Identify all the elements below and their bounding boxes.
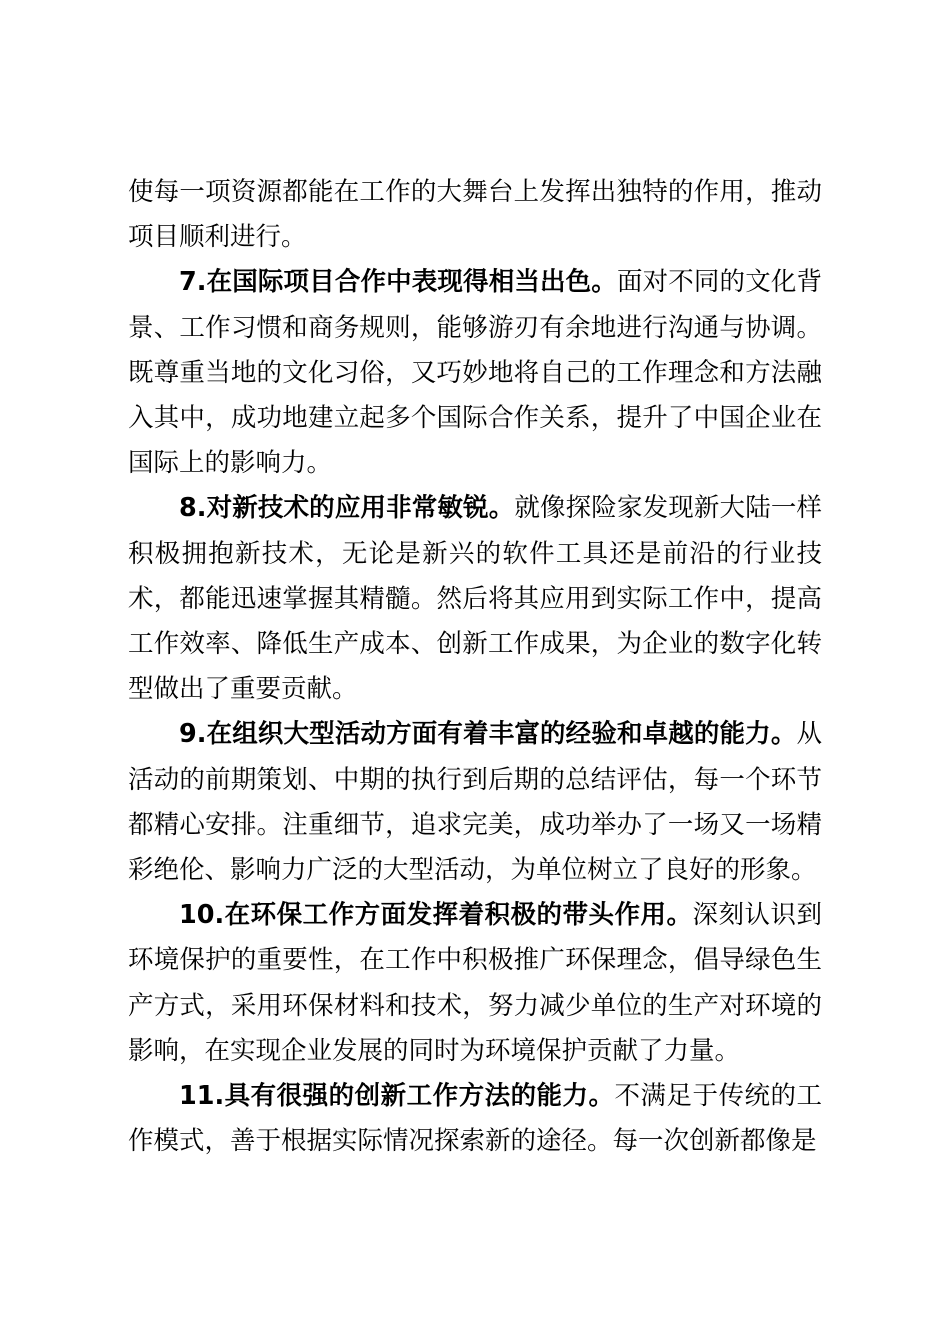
paragraph-text: 就像探险家发现新大陆一样积极拥抱新技术，无论是新兴的软件工具还是前沿的行业技术，都能迅速掌握其精髓。然后将其应用到实际工作中，提高工作效率、降低生产成本、创新工作成果，为企业的数字化转型做出了重要贡献。 [128, 493, 822, 705]
paragraph-text: 从活动的前期策划、中期的执行到后期的总结评估，每一个环节都精心安排。注重细节，追求完美，成功举办了一场又一场精彩绝伦、影响力广泛的大型活动，为单位树立了良好的形象。 [128, 719, 822, 886]
paragraph-continuation [128, 170, 822, 260]
paragraph-text: 使每一项资源都能在工作的大舞台上发挥出独特的作用，推动项目顺利进行。 [128, 177, 822, 253]
paragraph-item-8 [128, 486, 822, 712]
paragraph-lead: 7.在国际项目合作中表现得相当出色。 [179, 267, 617, 298]
paragraph-lead: 9.在组织大型活动方面有着丰富的经验和卓越的能力。 [179, 719, 797, 750]
paragraph-item-10 [128, 893, 822, 1074]
document-page [128, 170, 822, 1164]
paragraph-lead: 8.对新技术的应用非常敏锐。 [179, 493, 515, 524]
paragraph-lead: 11.具有很强的创新工作方法的能力。 [179, 1081, 615, 1112]
paragraph-item-9 [128, 712, 822, 893]
paragraph-text: 面对不同的文化背景、工作习惯和商务规则，能够游刃有余地进行沟通与协调。既尊重当地的文化习俗，又巧妙地将自己的工作理念和方法融入其中，成功地建立起多个国际合作关系，提升了中国企业在国际上的影响力。 [128, 267, 822, 479]
paragraph-item-7 [128, 260, 822, 486]
paragraph-text: 深刻认识到环境保护的重要性，在工作中积极推广环保理念，倡导绿色生产方式，采用环保材料和技术，努力减少单位的生产对环境的影响，在实现企业发展的同时为环境保护贡献了力量。 [128, 900, 822, 1066]
paragraph-item-11 [128, 1074, 822, 1164]
paragraph-text: 不满足于传统的工作模式，善于根据实际情况探索新的途径。每一次创新都像是 [128, 1081, 822, 1157]
paragraph-lead: 10.在环保工作方面发挥着积极的带头作用。 [179, 900, 693, 931]
